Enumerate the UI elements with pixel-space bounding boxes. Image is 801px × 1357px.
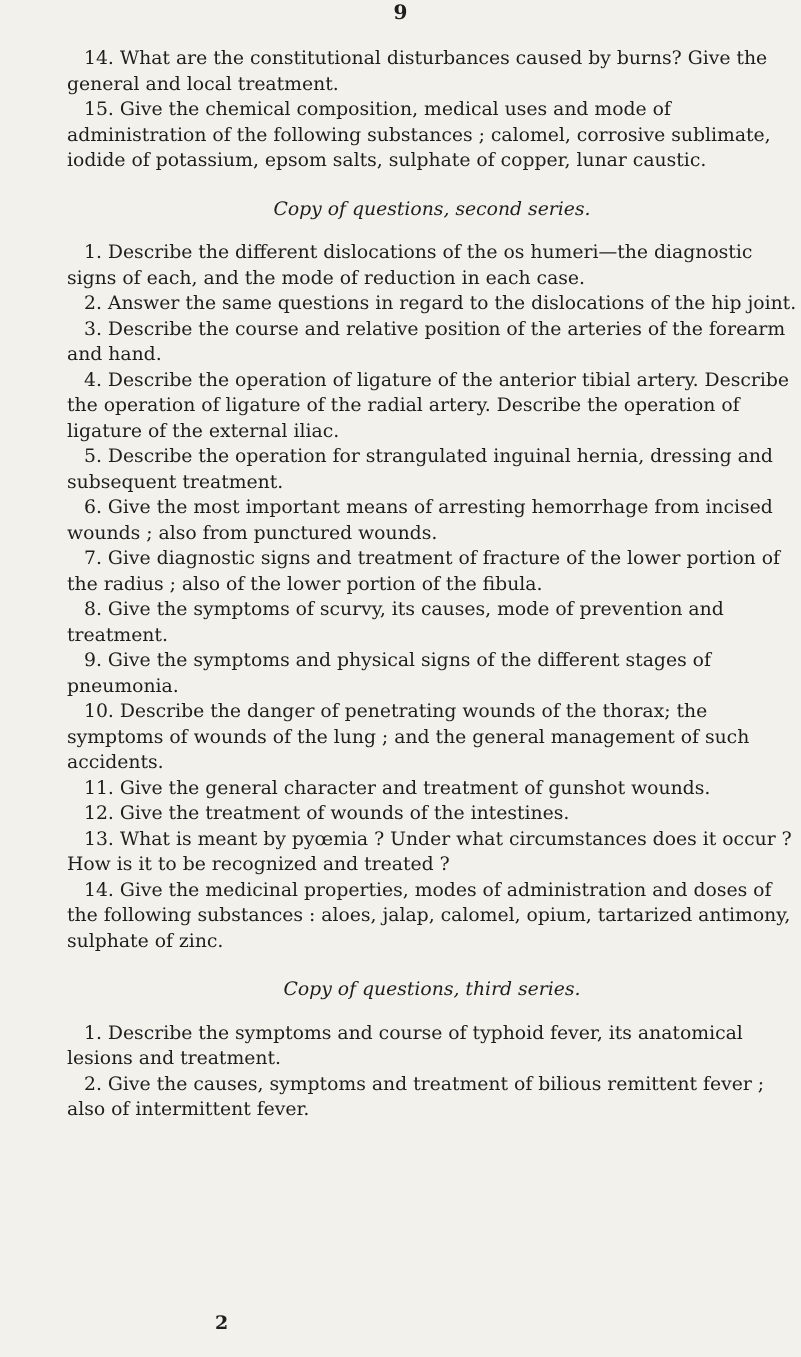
page-number: 9 — [393, 0, 408, 24]
question-item: 6. Give the most important means of arresting hemorrhage from incised wounds ; also from punctured wounds. — [67, 497, 773, 544]
question-item: 11. Give the general character and treatment of gunshot wounds. — [84, 777, 711, 799]
question-item: 9. Give the symptoms and physical signs of the different stages of pneumonia. — [67, 650, 711, 697]
question-item: 2. Answer the same questions in regard to the dislocations of the hip joint. — [84, 293, 797, 314]
section-heading: Copy of questions, third series. — [283, 979, 581, 1000]
second-series-section — [67, 197, 797, 955]
question-item: 14. Give the medicinal properties, modes of administration and doses of the following substances : aloes, jalap, calomel, opium, tartarized antimony, sulphate of zinc. — [67, 879, 791, 952]
question-item: 10. Describe the danger of penetrating wounds of the thorax; the symptoms of wounds of the lung ; and the general management of such accidents. — [67, 701, 750, 773]
question-item: 1. Describe the different dislocations of the os humeri—the diagnostic signs of each, and the mode of reduction in each case. — [67, 242, 753, 289]
question-item: 12. Give the treatment of wounds of the intestines. — [84, 803, 570, 824]
question-item: 3. Describe the course and relative position of the arteries of the forearm and hand. — [67, 318, 786, 365]
question-item: 7. Give diagnostic signs and treatment of fracture of the lower portion of the radius ; also of the lower portion of the fibula. — [67, 548, 780, 595]
question-item: 1. Describe the symptoms and course of typhoid fever, its anatomical lesions and treatment. — [67, 1022, 743, 1069]
question-item: 15. Give the chemical composition, medical uses and mode of administration of the following substances ; calomel, corrosive sublimate, iodide of potassium, epsom salts, sulphate of copper, lunar caustic. — [67, 99, 771, 171]
signature-mark: 2 — [215, 1312, 229, 1334]
first-series-continuation — [67, 46, 797, 174]
page-content — [67, 46, 797, 1123]
question-item: 5. Describe the operation for strangulated inguinal hernia, dressing and subsequent treatment. — [67, 446, 773, 493]
question-item: 14. What are the constitutional disturbances caused by burns? Give the general and local treatment. — [67, 48, 768, 95]
question-item: 8. Give the symptoms of scurvy, its causes, mode of prevention and treatment. — [67, 599, 724, 646]
question-item: 13. What is meant by pyœmia ? Under what circumstances does it occur ? How is it to be recognized and treated ? — [67, 828, 792, 875]
section-heading: Copy of questions, second series. — [273, 198, 591, 220]
question-item: 2. Give the causes, symptoms and treatment of bilious remittent fever ; also of intermittent fever. — [67, 1073, 765, 1120]
question-item: 4. Describe the operation of ligature of the anterior tibial artery. Describe the operation of ligature of the radial artery. Describe the operation of ligature of the external iliac. — [67, 369, 789, 442]
third-series-section — [67, 977, 797, 1123]
